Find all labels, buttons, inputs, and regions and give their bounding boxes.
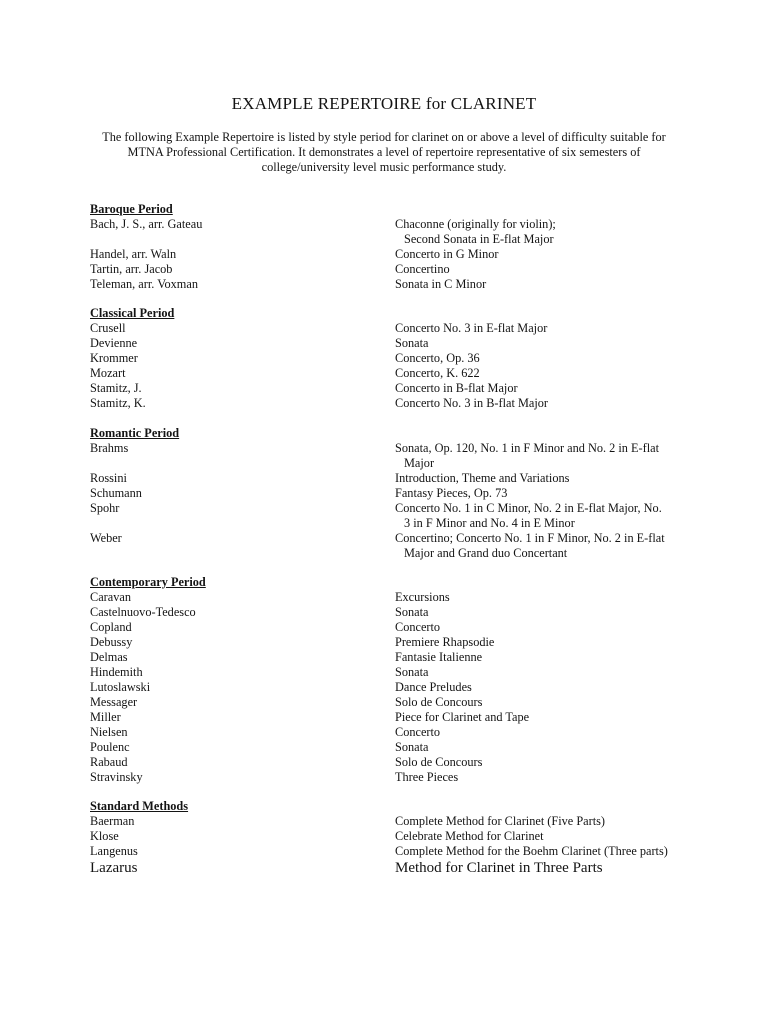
work-title-line: Sonata in C Minor xyxy=(395,277,487,291)
composer-name: Lutoslawski xyxy=(90,680,151,694)
work-title-line: Concerto No. 3 in B-flat Major xyxy=(395,396,548,410)
work-title xyxy=(395,755,482,770)
work-title xyxy=(395,695,482,710)
work-title xyxy=(395,277,486,292)
work-title-line: Chaconne (originally for violin); xyxy=(395,217,556,231)
composer-name: Bach, J. S., arr. Gateau xyxy=(90,217,203,231)
composer-name: Rossini xyxy=(90,471,127,485)
work-title-line: Sonata, Op. 120, No. 1 in F Minor and No. 2 in E-flat xyxy=(395,441,660,455)
section-heading-romantic-period: Romantic Period xyxy=(90,426,180,440)
composer-name: Stamitz, J. xyxy=(90,381,142,395)
composer-name: Nielsen xyxy=(90,725,128,739)
composer-name: Spohr xyxy=(90,501,120,515)
composer-name: Handel, arr. Waln xyxy=(90,247,177,261)
intro-line: MTNA Professional Certification. It demonstrates a level of repertoire representative of six semesters of xyxy=(127,145,641,159)
work-title-line: Sonata xyxy=(395,665,429,679)
work-title-line: Concertino; Concerto No. 1 in F Minor, No. 2 in E-flat xyxy=(395,531,665,545)
work-title-line: Method for Clarinet in Three Parts xyxy=(395,860,603,876)
composer-name: Poulenc xyxy=(90,740,130,754)
composer-name: Stravinsky xyxy=(90,770,143,784)
composer-name: Teleman, arr. Voxman xyxy=(90,277,198,291)
work-title-line: Concerto xyxy=(395,725,441,739)
composer-name: Castelnuovo-Tedesco xyxy=(90,605,196,619)
work-title-line: Concerto No. 3 in E-flat Major xyxy=(395,321,548,335)
composer-name: Tartin, arr. Jacob xyxy=(90,262,173,276)
work-title xyxy=(395,351,480,366)
composer-name: Rabaud xyxy=(90,755,128,769)
work-title xyxy=(395,262,450,277)
work-title-line: Three Pieces xyxy=(395,770,459,784)
composer-name: Caravan xyxy=(90,590,131,604)
work-title-continuation: 3 in F Minor and No. 4 in E Minor xyxy=(404,516,575,530)
composer-name: Hindemith xyxy=(90,665,143,679)
work-title xyxy=(395,665,428,680)
section-heading-baroque-period: Baroque Period xyxy=(90,202,173,216)
work-title-line: Complete Method for the Boehm Clarinet (Three parts) xyxy=(395,844,668,858)
work-title xyxy=(395,321,547,336)
work-title-line: Concerto, K. 622 xyxy=(395,366,480,380)
work-title xyxy=(395,829,544,844)
work-title-line: Sonata xyxy=(395,336,429,350)
work-title xyxy=(395,366,480,381)
intro-paragraph xyxy=(84,130,684,175)
work-title xyxy=(395,680,472,695)
work-title xyxy=(395,740,428,755)
composer-name: Debussy xyxy=(90,635,133,649)
section-heading-classical-period: Classical Period xyxy=(90,306,175,320)
composer-name: Weber xyxy=(90,531,122,545)
work-title xyxy=(395,247,499,262)
work-title xyxy=(395,590,450,605)
work-title-line: Fantasie Italienne xyxy=(395,650,483,664)
work-title xyxy=(395,471,569,486)
work-title-line: Concerto xyxy=(395,620,441,634)
work-title xyxy=(395,710,529,725)
work-title-continuation: Second Sonata in E-flat Major xyxy=(404,232,554,246)
work-title-line: Concerto No. 1 in C Minor, No. 2 in E-flat Major, No. xyxy=(395,501,662,515)
work-title-continuation: Major and Grand duo Concertant xyxy=(404,546,568,560)
composer-name: Messager xyxy=(90,695,138,709)
intro-line: college/university level music performance study. xyxy=(261,160,507,174)
work-title-continuation: Major xyxy=(404,456,435,470)
work-title xyxy=(395,814,605,829)
composer-name: Delmas xyxy=(90,650,128,664)
work-title-line: Solo de Concours xyxy=(395,695,483,709)
intro-line: The following Example Repertoire is listed by style period for clarinet on or above a level of difficulty suitable for xyxy=(102,130,666,144)
composer-name: Copland xyxy=(90,620,132,634)
document-title: EXAMPLE REPERTOIRE for CLARINET xyxy=(231,94,537,113)
composer-name: Lazarus xyxy=(90,860,138,876)
work-title-line: Celebrate Method for Clarinet xyxy=(395,829,544,843)
work-title-line: Concertino xyxy=(395,262,450,276)
work-title xyxy=(395,531,665,561)
composer-name: Brahms xyxy=(90,441,129,455)
composer-name: Miller xyxy=(90,710,121,724)
work-title xyxy=(395,441,659,471)
work-title-line: Dance Preludes xyxy=(395,680,472,694)
work-title-line: Introduction, Theme and Variations xyxy=(395,471,570,485)
work-title xyxy=(395,844,668,859)
work-title-line: Sonata xyxy=(395,740,429,754)
composer-name: Krommer xyxy=(90,351,138,365)
work-title xyxy=(395,381,518,396)
work-title-line: Concerto in B-flat Major xyxy=(395,381,518,395)
work-title xyxy=(395,770,458,785)
work-title-line: Excursions xyxy=(395,590,450,604)
composer-name: Devienne xyxy=(90,336,138,350)
section-heading-contemporary-period: Contemporary Period xyxy=(90,575,206,589)
work-title-line: Fantasy Pieces, Op. 73 xyxy=(395,486,508,500)
work-title-line: Complete Method for Clarinet (Five Parts) xyxy=(395,814,606,828)
work-title xyxy=(395,725,440,740)
work-title xyxy=(395,486,507,501)
composer-name: Klose xyxy=(90,829,119,843)
work-title xyxy=(395,501,662,531)
work-title-line: Concerto, Op. 36 xyxy=(395,351,480,365)
work-title xyxy=(395,605,428,620)
composer-name: Baerman xyxy=(90,814,135,828)
work-title xyxy=(395,620,440,635)
composer-name: Langenus xyxy=(90,844,138,858)
composer-name: Stamitz, K. xyxy=(90,396,146,410)
composer-name: Schumann xyxy=(90,486,142,500)
work-title xyxy=(395,336,428,351)
work-title-line: Concerto in G Minor xyxy=(395,247,499,261)
work-title xyxy=(395,217,556,247)
composer-name: Crusell xyxy=(90,321,126,335)
work-title xyxy=(395,396,548,411)
composer-name: Mozart xyxy=(90,366,126,380)
work-title xyxy=(395,650,482,665)
work-title-line: Piece for Clarinet and Tape xyxy=(395,710,530,724)
work-title xyxy=(395,860,603,877)
work-title xyxy=(395,635,494,650)
work-title-line: Premiere Rhapsodie xyxy=(395,635,495,649)
work-title-line: Sonata xyxy=(395,605,429,619)
work-title-line: Solo de Concours xyxy=(395,755,483,769)
section-heading-standard-methods: Standard Methods xyxy=(90,799,189,813)
